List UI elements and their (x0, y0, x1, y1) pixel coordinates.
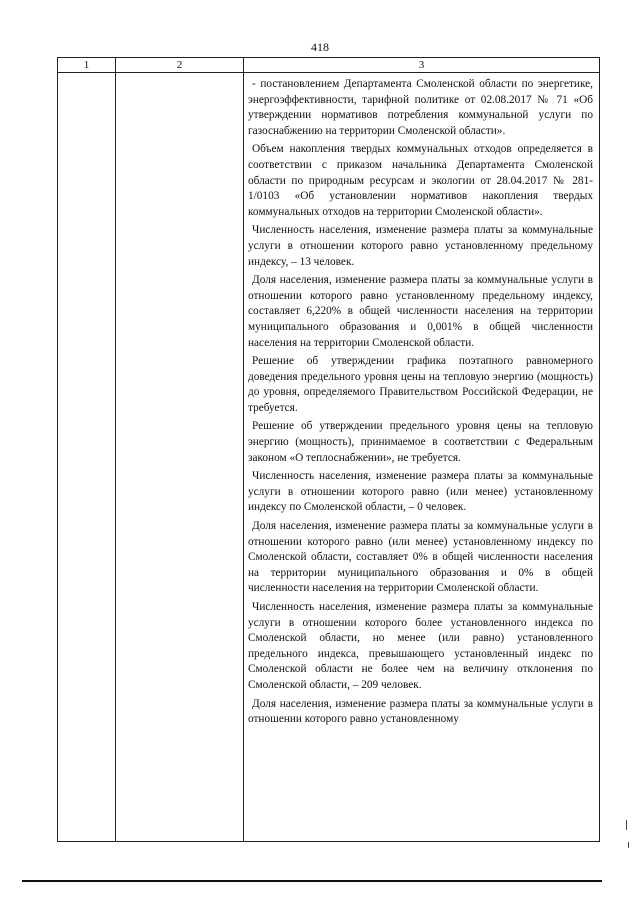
table-body-row (58, 73, 600, 842)
column-2-cell (116, 73, 244, 842)
paragraph: Решение об утверждении графика поэтапного равномерного доведения предельного уровня цены на тепловую энергию (мощность) до уровня, определяемого Правительством Российской Федерации, не требуется. (248, 355, 593, 414)
paragraph: - постановлением Департамента Смоленской области по энергетике, энергоэффективности, тарифной политике от 02.08.2017 № 71 «Об утверждении нормативов потребления коммунальной услуги по газоснабжению на территории Смоленской области». (248, 78, 593, 137)
column-1-cell (58, 73, 116, 842)
paragraph: Доля населения, изменение размера платы за коммунальные услуги в отношении которого равно установленному (248, 697, 593, 726)
paragraph: Численность населения, изменение размера платы за коммунальные услуги в отношении которого более установленного индекса по Смоленской области, но менее (или равно) установленного предельного индекса, превышающего установленный индекс по Смоленской области не более чем на величину отклонения по Смоленской области, – 209 человек. (248, 601, 593, 691)
document-table (57, 57, 600, 842)
column-header-1: 1 (58, 58, 116, 73)
paragraph: Объем накопления твердых коммунальных отходов определяется в соответствии с приказом начальника Департамента Смоленской области по природным ресурсам и экологии от 28.04.2017 № 281-1/0103 «Об установлении нормативов накопления твердых коммунальных отходов на территории Смоленской области». (248, 143, 593, 218)
column-header-3: 3 (244, 58, 600, 73)
scan-bottom-rule (22, 880, 602, 882)
scan-mark (628, 842, 629, 848)
cell-text (244, 73, 599, 728)
paragraph: Доля населения, изменение размера платы за коммунальные услуги в отношении которого равно установленному предельному индексу, составляет 6,220% в общей численности населения на территории муниципального образования и 0,001% в общей численности населения на территории Смоленской области. (248, 274, 593, 349)
paragraph: Решение об утверждении предельного уровня цены на тепловую энергию (мощность), принимаемое в соответствии с Федеральным законом «О теплоснабжении», не требуется. (248, 420, 593, 464)
column-3-cell (244, 73, 600, 842)
scan-mark (626, 820, 627, 830)
paragraph: Численность населения, изменение размера платы за коммунальные услуги в отношении которого равно установленному предельному индексу, – 13 человек. (248, 224, 593, 268)
paragraph: Численность населения, изменение размера платы за коммунальные услуги в отношении которого равно (или менее) установленному индексу по Смоленской области, – 0 человек. (248, 470, 593, 514)
table-header-row (58, 58, 600, 73)
paragraph: Доля населения, изменение размера платы за коммунальные услуги в отношении которого равно (или менее) установленному индексу по Смоленской области, составляет 0% в общей численности населения на территории муниципального образования и 0% в общей численности населения на территории Смоленской области. (248, 520, 593, 595)
column-header-2: 2 (116, 58, 244, 73)
page-number: 418 (311, 40, 329, 54)
